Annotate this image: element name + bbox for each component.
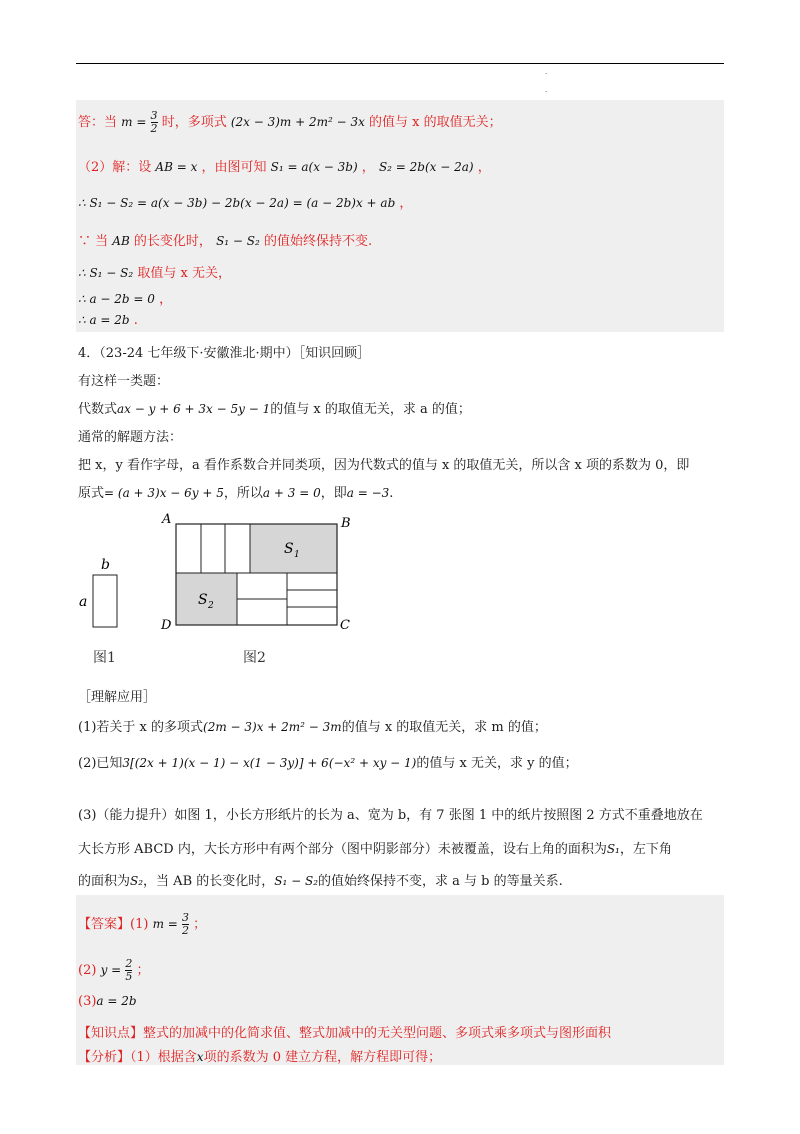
- answer-2: (2) y = $\frac{2}{5}$ ；: [78, 957, 150, 983]
- knowledge-point: 【知识点】整式的加减中的化简求值、整式加减中的无关型问题、多项式乘多项式与图形面积: [78, 1026, 612, 1041]
- label-B: B: [341, 516, 351, 531]
- question-2: (2)已知3[(2x + 1)(x − 1) − x(1 − 3y)] + 6(−x² + xy − 1)的值与 x 无关，求 y 的值；: [78, 756, 578, 771]
- fig1-rect: [93, 575, 117, 627]
- problem-title: 4．（23-24 七年级下·安徽淮北·期中）［知识回顾］: [78, 346, 371, 361]
- figure: [0, 505, 800, 675]
- answer-line-6: ∴ a − 2b = 0 ，: [78, 292, 173, 307]
- apply-title: ［理解应用］: [78, 690, 157, 705]
- fig1-label-a: a: [79, 594, 88, 610]
- fraction: $\frac{2}{5}$: [125, 957, 133, 983]
- problem-p3: 通常的解题方法：: [78, 430, 183, 445]
- header-dot: ·: [545, 70, 548, 78]
- label-A: A: [162, 512, 172, 527]
- label-S2: S: [198, 592, 208, 608]
- answer-line-3: ∴ S₁ − S₂ = a(x − 3b) − 2b(x − 2a) = (a − 2b)x + ab ，: [78, 196, 413, 211]
- label-C: C: [340, 618, 350, 633]
- label-D: D: [161, 618, 172, 633]
- header-dot: ·: [545, 88, 548, 96]
- question-3-line-1: (3)（能力提升）如图 1，小长方形纸片的长为 a、宽为 b，有 7 张图 1 中的纸片按照图 2 方式不重叠地放在: [78, 808, 703, 823]
- label-S2-sub: 2: [208, 601, 214, 611]
- fig2-caption: 图2: [243, 650, 266, 666]
- fig1-caption: 图1: [93, 650, 116, 666]
- answer-line-1: 答：当 m = $\frac{3}{2}$ 时，多项式 (2x − 3)m + 2m² − 3x 的值与 x 的取值无关；: [78, 109, 502, 135]
- header-rule: [76, 63, 724, 64]
- problem-p1: 有这样一类题：: [78, 374, 170, 389]
- question-1: (1)若关于 x 的多项式(2m − 3)x + 2m² − 3m的值与 x 的取值无关，求 m 的值；: [78, 720, 547, 735]
- label-S1-sub: 1: [294, 550, 300, 560]
- answer-1: 【答案】(1) m = $\frac{3}{2}$ ；: [78, 911, 207, 937]
- fraction: $\frac{3}{2}$: [181, 911, 189, 937]
- fraction: $\frac{3}{2}$: [150, 109, 158, 135]
- analysis: 【分析】（1）根据含x项的系数为 0 建立方程，解方程即可得；: [78, 1050, 442, 1065]
- answer-line-4: ∵ 当 AB 的长变化时， S₁ − S₂ 的值始终保持不变.: [78, 234, 373, 249]
- question-3-line-2: 大长方形 ABCD 内，大长方形中有两个部分（图中阴影部分）未被覆盖，设右上角的面积为S₁，左下角: [78, 842, 672, 857]
- answer-3: (3)a = 2b: [78, 994, 137, 1009]
- answer-line-7: ∴ a = 2b .: [78, 313, 138, 328]
- problem-p2: 代数式ax − y + 6 + 3x − 5y − 1的值与 x 的取值无关，求 a 的值；: [78, 402, 471, 417]
- answer-line-2: （2）解：设 AB = x ，由图可知 S₁ = a(x − 3b) ， S₂ = 2b(x − 2a) ，: [78, 160, 491, 175]
- answer-line-5: ∴ S₁ − S₂ 取值与 x 无关，: [78, 266, 231, 281]
- fig1-label-b: b: [101, 557, 110, 573]
- question-3-line-3: 的面积为S₂，当 AB 的长变化时，S₁ − S₂的值始终保持不变，求 a 与 b 的等量关系.: [78, 874, 563, 889]
- label-S1: S: [284, 541, 294, 557]
- problem-p5: 原式= (a + 3)x − 6y + 5，所以a + 3 = 0，即a = −3.: [78, 486, 394, 501]
- problem-p4: 把 x，y 看作字母，a 看作系数合并同类项，因为代数式的值与 x 的取值无关，所以含 x 项的系数为 0，即: [78, 458, 690, 473]
